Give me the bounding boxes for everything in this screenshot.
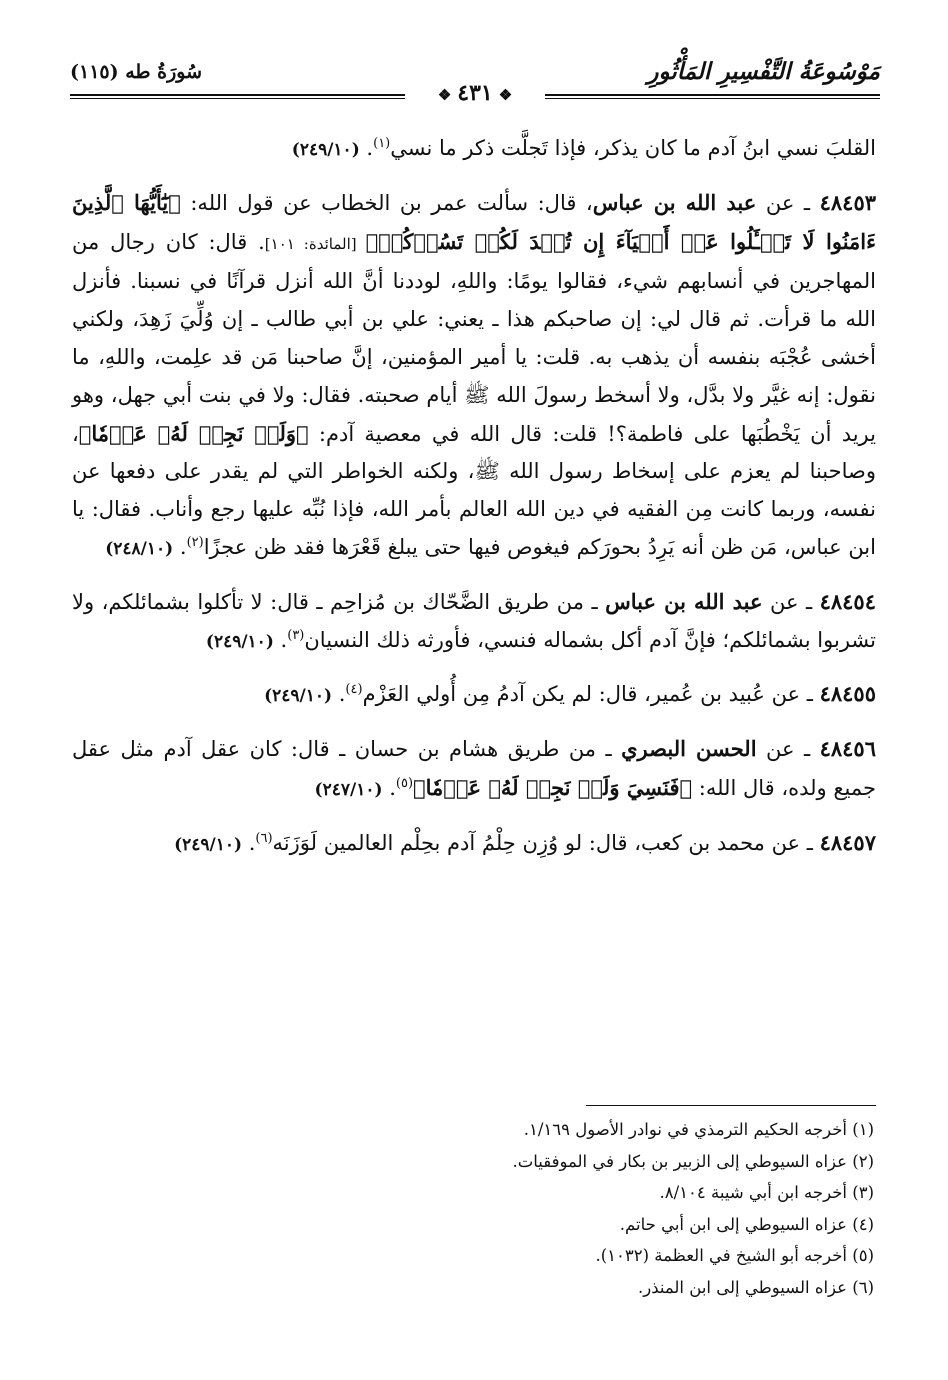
ornament-icon: ❖ <box>437 86 452 104</box>
source-reference: (٢٤٩/١٠) <box>174 834 243 855</box>
paragraph-tail: . <box>366 136 374 160</box>
paragraph-tail: . <box>338 682 346 707</box>
footnote-item: (٤) عزاه السيوطي إلى ابن أبي حاتم. <box>619 1214 874 1234</box>
entry-lead: ـ عن <box>762 589 820 614</box>
running-header <box>70 58 880 108</box>
quran-verse: ﴿فَنَسِيَ وَلَمۡ نَجِدۡ لَهُۥ عَزۡمٗا﴾ <box>413 774 693 800</box>
footnote-marker: (١) <box>373 136 391 151</box>
source-reference: (٢٤٩/١٠) <box>205 631 274 652</box>
footnote-item: (١) أخرجه الحكيم الترمذي في نوادر الأصول ١/١٦٩. <box>523 1120 874 1139</box>
footnote-separator <box>586 1105 876 1106</box>
paragraph-tail: . <box>179 534 187 559</box>
page-number-value: ٤٣١ <box>457 80 493 106</box>
entry-number: ٤٨٤٥٧ <box>819 829 876 855</box>
quran-verse: ﴿يَٰٓأَيُّهَا ٱلَّذِينَ ءَامَنُوا لَا تَسۡـَٔلُوا عَنۡ أَشۡيَآءَ إِن تُبۡدَ لَكُمۡ تَسُؤۡكُمۡ﴾ <box>72 189 876 254</box>
footnote-item: (٦) عزاه السيوطي إلى ابن المنذر. <box>638 1277 874 1297</box>
source-reference: (٢٤٧/١٠) <box>314 779 383 800</box>
hadith-entry <box>72 824 876 865</box>
entry-text: ـ من طريق الضَّحّاك بن مُزاحِم ـ قال: لا تأكلوا بشمائلكم، ولا تشربوا بشمائلكم؛ فإنَّ آدم أكل بشماله فنسي، فأورثه ذلك النسيان <box>72 589 876 652</box>
entry-text: ، قال: سألت عمر بن الخطاب عن قول الله: <box>180 190 593 215</box>
entry-number: ٤٨٤٥٣ <box>819 189 877 215</box>
hadith-entry <box>72 730 876 810</box>
header-rule-right <box>545 94 880 99</box>
footnote-marker: (٥) <box>395 775 414 791</box>
entry-text: . قال: كان رجال من المهاجرين في أنسابهم شيء، فقالوا يومًا: واللهِ، لوددنا أنَّ الله أنزل قرآنًا في نسبنا. فأنزل الله ما قرأت. ثم قال لي: إن صاحبكم هذا ـ يعني: علي بن أبي طالب ـ إن وُلِّيَ زَهِدَ، ولكني أخشى عُجْبَه بنفسه أن يذهب به. قلت: يا أمير المؤمنين، إنَّ صاحبنا مَن قد علِمت، واللهِ، ما نقول: إنه غيَّر ولا بدَّل، ولا أسخط رسولَ الله ﷺ أيام صحبته. فقال: ولا في بنت أبي جهل، وهو يريد أن يَخْطُبَها على فاطمة؟! قلت: قال الله في معصية آدم: <box>72 229 876 446</box>
footnotes <box>72 1105 876 1303</box>
entry-lead: ـ عن <box>756 190 820 215</box>
paragraph-continuation <box>72 130 876 170</box>
footnote-item: (٢) عزاه السيوطي إلى الزبير بن بكار في الموفقيات. <box>512 1151 874 1171</box>
narrator-name: الحسن البصري <box>621 736 757 762</box>
source-reference: (٢٤٩/١٠) <box>291 140 360 160</box>
series-title: مَوْسُوعَةُ التَّفْسِيرِ المَأْثُورِ <box>647 58 880 85</box>
entry-number: ٤٨٤٥٥ <box>819 681 876 707</box>
footnote-marker: (٢) <box>186 534 204 550</box>
entry-text: ـ من طريق هشام بن حسان ـ قال: كان عقل آدم مثل عقل جميع ولده، قال الله: <box>72 737 876 800</box>
narrator-name: عبد الله بن عباس <box>605 588 763 614</box>
footnote-marker: (٣) <box>287 627 305 643</box>
hadith-entry <box>72 184 876 569</box>
narrator-name: عبد الله بن عباس <box>592 189 757 215</box>
entry-number: ٤٨٤٥٦ <box>819 736 876 762</box>
header-rule-left <box>70 94 405 99</box>
entry-text: ـ عن محمد بن كعب، قال: لو وُزِن حِلْمُ آدم بحِلْم العالمين لَوَزَنَه <box>272 830 820 855</box>
entry-lead: ـ عن <box>756 737 820 762</box>
quran-verse: ﴿وَلَمۡ نَجِدۡ لَهُۥ عَزۡمٗا﴾ <box>78 420 309 446</box>
ornament-icon: ❖ <box>498 86 513 104</box>
entry-number: ٤٨٤٥٤ <box>819 588 876 614</box>
entry-text: ، وصاحبنا لم يعزم على إسخاط رسول الله ﷺ، ولكنه الخواطر التي لم يقدر على دفعها عن نفسه، وربما كانت مِن الفقيه في دين الله العالم بأمر الله، فإذا نُبِّه عليها رجع وأناب. فقال: يا ابن عباس، مَن ظن أنه يَرِدُ بحورَكم فيغوص فيها حتى يبلغ قَعْرَها فقد ظن عجزًا <box>72 421 876 559</box>
paragraph-tail: . <box>248 830 256 855</box>
hadith-entry <box>72 583 876 662</box>
footnote-item: (٣) أخرجه ابن أبي شيبة ٨/١٠٤. <box>659 1183 874 1202</box>
footnote-marker: (٦) <box>255 830 273 846</box>
hadith-entry <box>72 675 876 716</box>
source-reference: (٢٤٩/١٠) <box>264 686 333 707</box>
footnote-item: (٥) أخرجه أبو الشيخ في العظمة (١٠٣٢). <box>595 1246 874 1265</box>
paragraph-tail: . <box>280 627 288 652</box>
entry-text: ـ عن عُبيد بن عُمير، قال: لم يكن آدمُ مِن أُولي العَزْم <box>362 682 820 707</box>
verse-reference: [المائدة: ١٠١] <box>264 234 366 253</box>
paragraph-text: القلبَ نسي ابنُ آدم ما كان يذكر، فإذا تَجلَّت ذكر ما نسي <box>390 136 876 160</box>
main-text <box>72 130 876 879</box>
surah-title: سُورَةُ طه (١١٥) <box>70 61 203 83</box>
page-number <box>420 80 530 106</box>
footnote-marker: (٤) <box>345 682 363 698</box>
source-reference: (٢٤٨/١٠) <box>105 538 174 559</box>
paragraph-tail: . <box>389 775 396 800</box>
